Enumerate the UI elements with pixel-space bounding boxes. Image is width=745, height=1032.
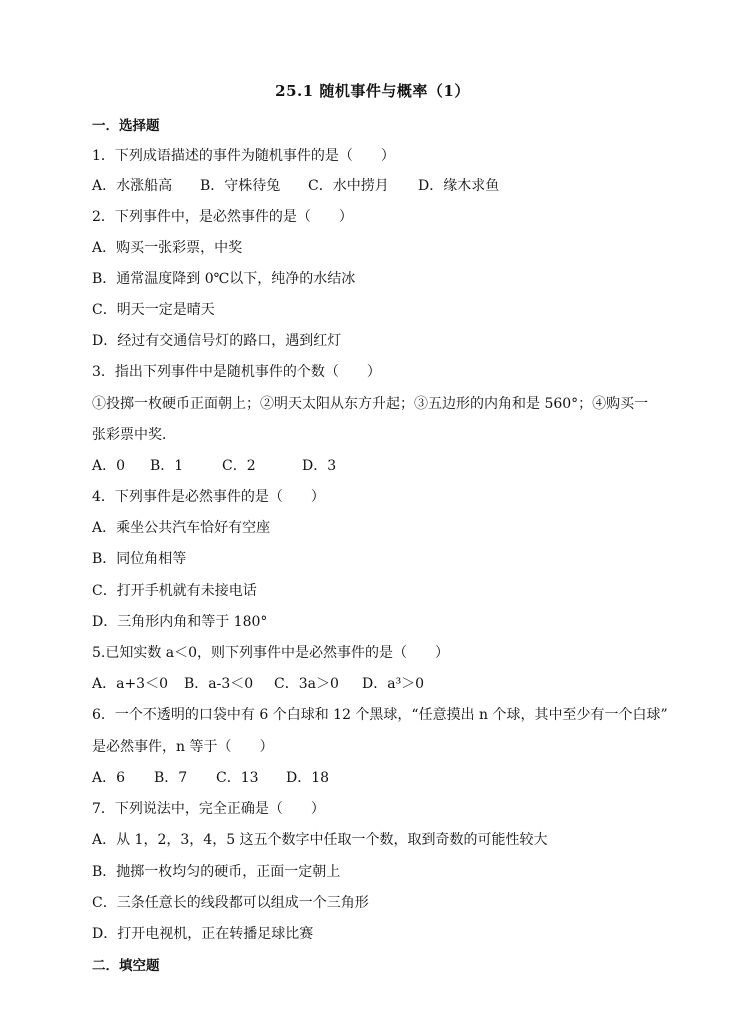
q4-option-d: D．三角形内角和等于 180°: [92, 614, 268, 630]
q3-option-a: A．0: [92, 458, 126, 474]
q7-option-d: D．打开电视机，正在转播足球比赛: [92, 926, 314, 942]
q1-option-b: B．守株待兔: [200, 178, 281, 194]
question-3-body-line-1: ①投掷一枚硬币正面朝上；②明天太阳从东方升起；③五边形的内角和是 560°；④购买一: [92, 396, 649, 412]
section-heading-choice: 一．选择题: [92, 118, 160, 134]
q6-option-c: C．13: [216, 770, 259, 786]
q4-option-a: A．乘坐公共汽车恰好有空座: [92, 520, 271, 536]
q5-option-a: A．a+3＜0: [92, 676, 169, 692]
q2-option-d: D．经过有交通信号灯的路口，遇到红灯: [92, 333, 342, 349]
q6-option-d: D．18: [286, 770, 330, 786]
q1-option-a: A．水涨船高: [92, 178, 173, 194]
section-heading-fill-in: 二．填空题: [92, 958, 160, 974]
q7-option-b: B．抛掷一枚均匀的硬币，正面一定朝上: [92, 864, 341, 880]
question-6-options: [92, 768, 662, 788]
q4-option-c: C．打开手机就有未接电话: [92, 583, 257, 599]
q6-option-b: B．7: [154, 770, 188, 786]
q4-option-b: B．同位角相等: [92, 551, 187, 567]
q1-option-c: C．水中捞月: [308, 178, 389, 194]
question-3-body-line-2: 张彩票中奖．: [92, 427, 176, 443]
q2-option-a: A．购买一张彩票，中奖: [92, 240, 243, 256]
question-3-options: [92, 456, 662, 476]
q5-option-b: B．a-3＜0: [184, 676, 254, 692]
question-1-stem: 1．下列成语描述的事件为随机事件的是（ ）: [92, 148, 395, 164]
question-6-stem-line-1: 6．一个不透明的口袋中有 6 个白球和 12 个黑球，“任意摸出 n 个球，其中至少有一个白球”: [92, 707, 668, 723]
q7-option-c: C．三条任意长的线段都可以组成一个三角形: [92, 895, 369, 911]
question-2-stem: 2．下列事件中，是必然事件的是（ ）: [92, 209, 353, 225]
q7-option-a: A．从 1，2，3，4，5 这五个数字中任取一个数，取到奇数的可能性较大: [92, 832, 548, 848]
q5-option-d: D．a³＞0: [362, 676, 425, 692]
q6-option-a: A．6: [92, 770, 126, 786]
question-7-stem: 7．下列说法中，完全正确是（ ）: [92, 801, 325, 817]
q1-option-d: D．缘木求鱼: [418, 178, 500, 194]
question-3-stem: 3．指出下列事件中是随机事件的个数（ ）: [92, 364, 381, 380]
question-5-stem: 5.已知实数 a＜0，则下列事件中是必然事件的是（ ）: [92, 645, 450, 661]
question-6-stem-line-2: 是必然事件，n 等于（ ）: [92, 739, 274, 755]
q2-option-b: B．通常温度降到 0℃以下，纯净的水结冰: [92, 271, 356, 287]
q3-option-c: C．2: [222, 458, 256, 474]
q3-option-b: B．1: [150, 458, 184, 474]
q5-option-c: C．3a＞0: [274, 676, 339, 692]
q3-option-d: D．3: [302, 458, 337, 474]
question-5-options: [92, 674, 662, 694]
question-1-options: [92, 176, 662, 196]
page-title: 25.1 随机事件与概率（1）: [275, 82, 470, 100]
q2-option-c: C．明天一定是晴天: [92, 302, 215, 318]
question-4-stem: 4．下列事件是必然事件的是（ ）: [92, 489, 325, 505]
